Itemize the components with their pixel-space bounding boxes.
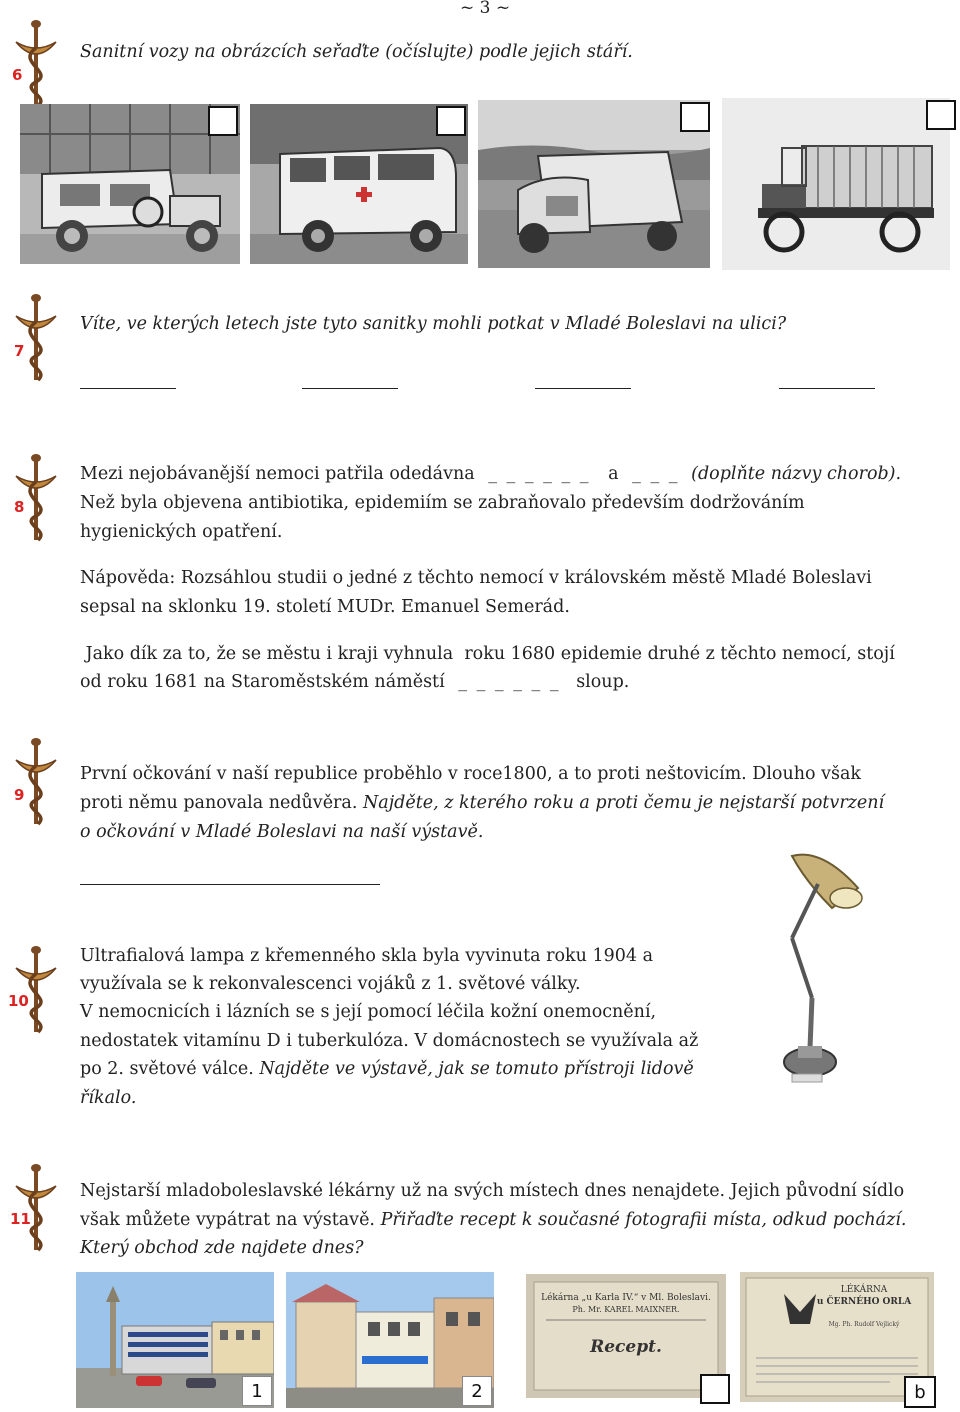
caduceus-icon xyxy=(6,18,66,110)
q10-line-3: V nemocnicích i lázních se s její pomocí léčila kožní onemocnění, xyxy=(80,1002,657,1022)
answer-line-year-1[interactable] xyxy=(80,388,176,389)
prescription-header: LÉKÁRNA xyxy=(840,1285,888,1295)
q10-instruction: Najděte ve výstavě, jak se tomuto přístroji lidově xyxy=(259,1059,694,1079)
order-checkbox-1[interactable] xyxy=(208,106,238,136)
prescription-header: Lékárna „u Karla IV.“ v Ml. Boleslavi. xyxy=(541,1293,711,1303)
answer-blank-disease-1[interactable]: _ _ _ _ _ _ xyxy=(488,464,591,484)
photo-label-2: 2 xyxy=(462,1376,492,1406)
prescription-subheader: u ČERNÉHO ORLA xyxy=(816,1297,912,1307)
task-marker-6 xyxy=(6,18,66,110)
q8-hint-1: Nápověda: Rozsáhlou studii o jedné z těchto nemocí v královském městě Mladé Boleslavi xyxy=(80,568,872,588)
prescription-label-b: b xyxy=(904,1376,936,1408)
caduceus-icon xyxy=(6,736,66,828)
answer-line-vaccination[interactable] xyxy=(80,884,380,885)
q11-instruction: Přiřaďte recept k současné fotografii místa, odkud pochází. xyxy=(380,1210,907,1230)
task-number: 9 xyxy=(14,786,25,804)
answer-blank-disease-2[interactable]: _ _ _ xyxy=(632,464,680,484)
q8-line-2: Než byla objevena antibiotika, epidemiím se zabraňovalo především dodržováním xyxy=(80,493,805,513)
q10-line-5 xyxy=(80,1055,694,1084)
q8-line-1 xyxy=(80,460,901,489)
task-marker-10 xyxy=(6,944,66,1036)
ambulance-photo-3 xyxy=(478,100,710,268)
uv-lamp-photo xyxy=(762,848,872,1088)
q8-text: sloup. xyxy=(576,672,630,692)
answer-line-year-3[interactable] xyxy=(535,388,631,389)
ambulance-photo-1 xyxy=(20,104,240,264)
task-marker-9 xyxy=(6,736,66,828)
answer-line-year-2[interactable] xyxy=(302,388,398,389)
q10-line-4: nedostatek vitamínu D i tuberkulóza. V domácnostech se využívala až xyxy=(80,1031,699,1051)
q10-line-2: využívala se k rekonvalescenci vojáků z 1. světové války. xyxy=(80,974,581,994)
q9-line-1: První očkování v naší republice proběhlo v roce1800, a to proti neštovicím. Dlouho však xyxy=(80,764,861,784)
q11-line-2 xyxy=(80,1206,906,1235)
q8-text: od roku 1681 na Staroměstském náměstí xyxy=(80,672,445,692)
q8-para-2-line-1: Jako dík za to, že se městu i kraji vyhnula roku 1680 epidemie druhé z těchto nemocí, stojí xyxy=(80,644,895,664)
task-marker-11 xyxy=(6,1162,66,1254)
q10-line-1: Ultrafialová lampa z křemenného skla byla vyvinuta roku 1904 a xyxy=(80,946,654,966)
q10-line-6: říkalo. xyxy=(80,1088,137,1108)
photo-label-1: 1 xyxy=(242,1376,272,1406)
prescription-title: Recept. xyxy=(590,1337,662,1357)
q8-text: a xyxy=(608,464,619,484)
caduceus-icon xyxy=(6,1162,66,1254)
prescription-answer-checkbox[interactable] xyxy=(700,1374,730,1404)
q8-hint-2: sepsal na sklonku 19. století MUDr. Emanuel Semerád. xyxy=(80,597,570,617)
prescription-photo-1 xyxy=(526,1274,726,1398)
task-number: 6 xyxy=(12,66,23,84)
q7-instruction: Víte, ve kterých letech jste tyto sanitky mohli potkat v Mladé Boleslavi na ulici? xyxy=(80,314,787,334)
task-number: 7 xyxy=(14,342,25,360)
order-checkbox-3[interactable] xyxy=(680,102,710,132)
q9-instruction: Najděte, z kterého roku a proti čemu je nejstarší potvrzení xyxy=(362,793,885,813)
task-number: 10 xyxy=(8,992,29,1010)
answer-blank-column[interactable]: _ _ _ _ _ _ xyxy=(458,672,561,692)
task-marker-7 xyxy=(6,292,66,384)
q8-para-2-line-2 xyxy=(80,668,629,697)
prescription-owner: Mg. Ph. Rudolf Vejlický xyxy=(828,1321,900,1328)
q9-text: proti němu panovala nedůvěra. xyxy=(80,793,363,813)
task-number: 8 xyxy=(14,498,25,516)
q9-line-3: o očkování v Mladé Boleslavi na naší výstavě. xyxy=(80,822,484,842)
q10-text: po 2. světové válce. xyxy=(80,1059,260,1079)
q8-instruction: (doplňte názvy chorob). xyxy=(691,464,902,484)
q6-instruction: Sanitní vozy na obrázcích seřaďte (očíslujte) podle jejich stáří. xyxy=(80,42,633,62)
ambulance-photo-4 xyxy=(722,98,950,270)
q11-text: však můžete vypátrat na výstavě. xyxy=(80,1210,381,1230)
q8-line-3: hygienických opatření. xyxy=(80,522,283,542)
q8-text: Mezi nejobávanější nemoci patřila odedávna xyxy=(80,464,475,484)
caduceus-icon xyxy=(6,292,66,384)
caduceus-icon xyxy=(6,944,66,1036)
task-marker-8 xyxy=(6,452,66,544)
prescription-owner: Ph. Mr. KAREL MAIXNER. xyxy=(572,1305,680,1314)
order-checkbox-4[interactable] xyxy=(926,100,956,130)
q11-line-3: Který obchod zde najdete dnes? xyxy=(80,1238,364,1258)
page-number: ~ 3 ~ xyxy=(460,0,511,18)
q11-line-1: Nejstarší mladoboleslavské lékárny už na svých místech dnes nenajdete. Jejich původní sídlo xyxy=(80,1181,905,1201)
q9-line-2 xyxy=(80,789,884,818)
answer-line-year-4[interactable] xyxy=(779,388,875,389)
order-checkbox-2[interactable] xyxy=(436,106,466,136)
task-number: 11 xyxy=(10,1210,31,1228)
